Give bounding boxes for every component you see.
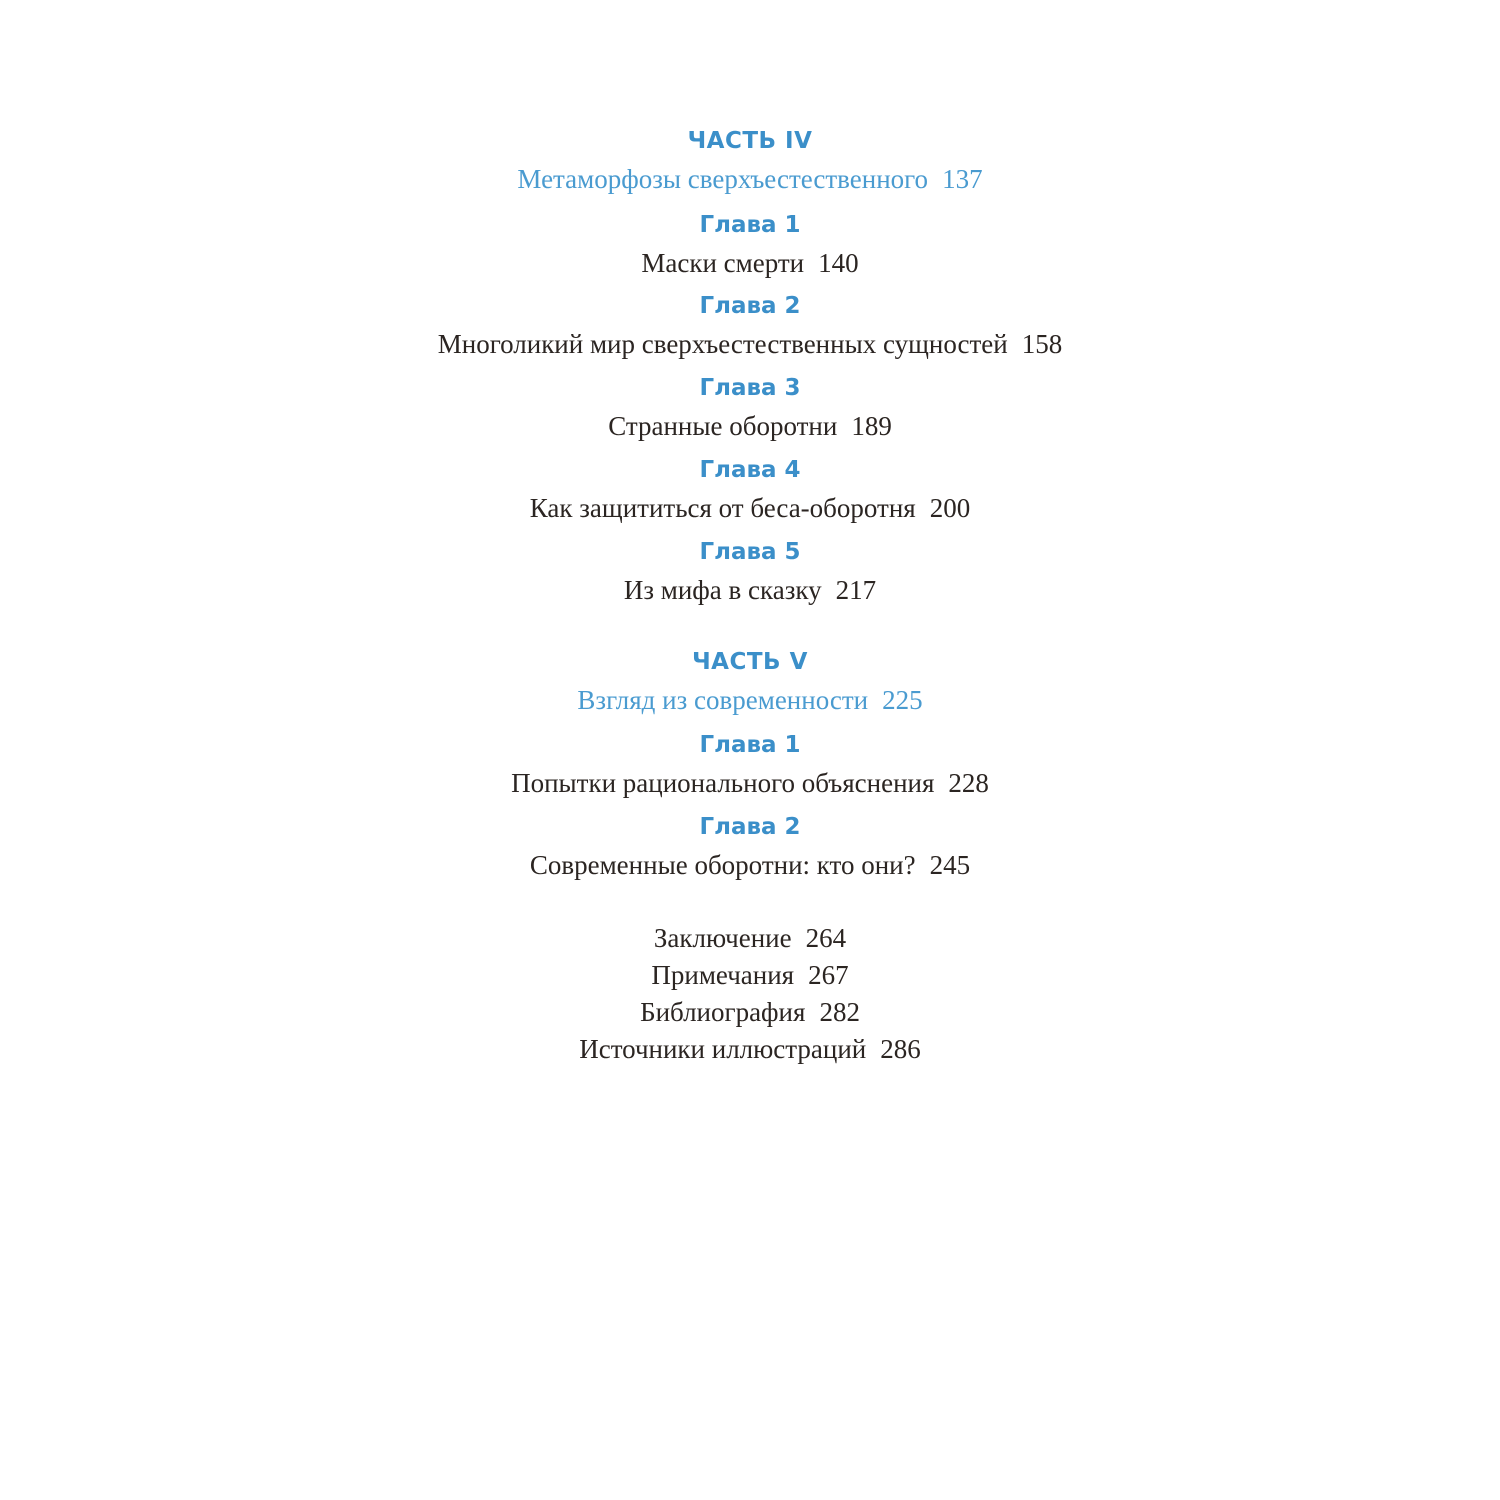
chapter-label: Глава 4 bbox=[699, 457, 801, 483]
chapter-label: Глава 2 bbox=[699, 293, 801, 319]
chapter-title-text: Как защититься от беса-оборотня bbox=[529, 493, 916, 523]
back-matter-title: Примечания bbox=[651, 960, 795, 990]
page-number: 140 bbox=[818, 248, 859, 278]
chapter-title[interactable] bbox=[0, 850, 1500, 881]
chapter-title[interactable] bbox=[0, 768, 1500, 799]
back-matter-item[interactable] bbox=[0, 923, 1500, 954]
back-matter-title: Заключение bbox=[653, 923, 792, 953]
page-number: 189 bbox=[851, 411, 892, 441]
page-number: 200 bbox=[929, 493, 971, 523]
chapter-title-text: Многоликий мир сверхъестественных сущностей bbox=[437, 329, 1008, 359]
part-5-label: ЧАСТЬ V bbox=[692, 649, 808, 675]
chapter-label: Глава 2 bbox=[699, 814, 801, 840]
chapter-label: Глава 1 bbox=[699, 212, 801, 238]
page-number: 217 bbox=[835, 575, 877, 605]
page-number: 245 bbox=[929, 850, 971, 880]
chapter-label: Глава 5 bbox=[699, 539, 801, 565]
page-number: 286 bbox=[880, 1034, 921, 1064]
part-title-text: Метаморфозы сверхъестественного bbox=[517, 164, 929, 194]
page-number: 228 bbox=[948, 768, 989, 798]
back-matter-item[interactable] bbox=[0, 1034, 1500, 1065]
chapter-title[interactable] bbox=[0, 575, 1500, 606]
chapter-title-text: Из мифа в сказку bbox=[623, 575, 822, 605]
chapter-label: Глава 1 bbox=[699, 732, 801, 758]
page-number: 264 bbox=[805, 923, 847, 953]
chapter-title-text: Маски смерти bbox=[641, 248, 805, 278]
page-number: 282 bbox=[819, 997, 860, 1027]
chapter-title-text: Попытки рационального объяснения bbox=[511, 768, 935, 798]
chapter-title-text: Современные оборотни: кто они? bbox=[529, 850, 916, 880]
page-number: 158 bbox=[1021, 329, 1063, 359]
part-4-title[interactable] bbox=[0, 164, 1500, 195]
back-matter-item[interactable] bbox=[0, 997, 1500, 1028]
chapter-title[interactable] bbox=[0, 411, 1500, 442]
chapter-title[interactable] bbox=[0, 493, 1500, 524]
back-matter-title: Библиография bbox=[640, 997, 806, 1027]
back-matter-title: Источники иллюстраций bbox=[579, 1034, 867, 1064]
part-title-text: Взгляд из современности bbox=[577, 685, 869, 715]
page-number: 137 bbox=[942, 164, 983, 194]
part-5-title[interactable] bbox=[0, 685, 1500, 716]
chapter-title[interactable] bbox=[0, 329, 1500, 360]
chapter-title[interactable] bbox=[0, 248, 1500, 279]
page-number: 225 bbox=[882, 685, 923, 715]
page-number: 267 bbox=[808, 960, 849, 990]
chapter-label: Глава 3 bbox=[699, 375, 801, 401]
part-4-label: ЧАСТЬ IV bbox=[687, 128, 813, 154]
back-matter-item[interactable] bbox=[0, 960, 1500, 991]
chapter-title-text: Странные оборотни bbox=[608, 411, 838, 441]
